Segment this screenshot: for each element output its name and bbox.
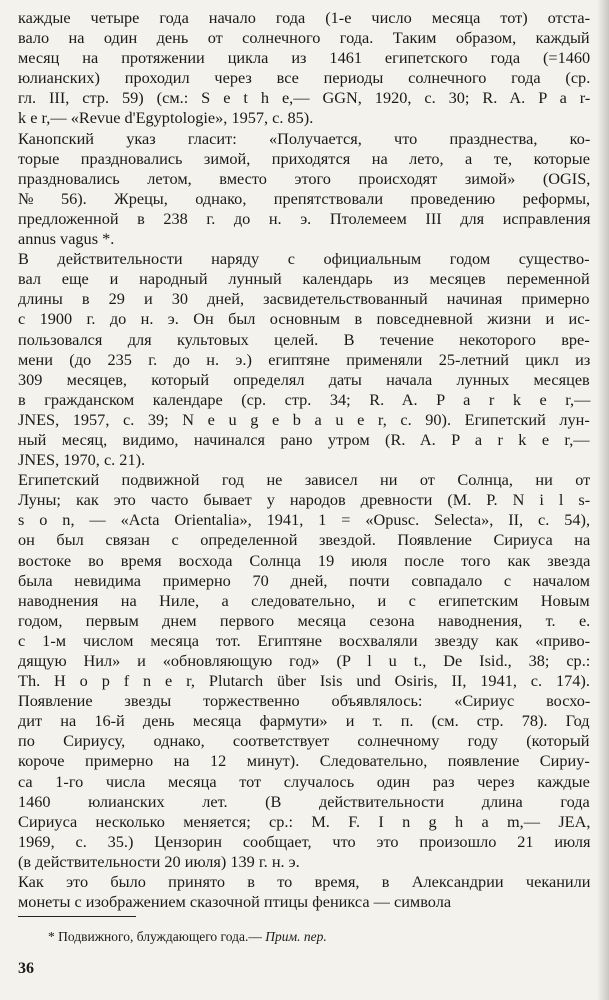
text-line: по Сириусу, однако, соответствует солнечному году (который	[18, 731, 590, 751]
paragraph-lunar-calendar	[18, 249, 590, 470]
text-line: дящую Нил» и «обновляющую год» (P l u t., De Isid., 38; ср.:	[18, 651, 591, 670]
text-line: каждые четыре года начало года (1-е число месяца тот) отста-	[18, 8, 591, 27]
text-line: мени (до 235 г. до н. э.) египтяне применяли 25-летний цикл из	[18, 349, 591, 369]
footnote-rule	[18, 916, 136, 917]
paragraph-sirius	[18, 470, 590, 872]
text-line: в гражданском календаре (ср. стр. 34; R. A. P a r k e r,—	[18, 389, 591, 409]
text-line: s o n, — «Acta Orientalia», 1941, 1 = «Opusc. Selecta», II, с. 54),	[18, 510, 591, 530]
text-line: № 56). Жрецы, однако, препятствовали проведению реформы,	[18, 188, 591, 208]
text-line: предложенной в 238 г. до н. э. Птолемеем III для исправления	[18, 208, 591, 228]
paragraph-cycle	[18, 8, 590, 129]
text-line: Появление звезды торжественно объявлялось: «Сириус восхо-	[18, 691, 591, 711]
text-line: вал еще и народный лунный календарь из месяцев переменной	[18, 269, 590, 289]
text-line: длины в 29 и 30 дней, засвидетельствованный начиная примерно	[18, 289, 590, 309]
text-line: пользовался для культовых целей. В течение некоторого вре-	[18, 329, 590, 349]
page-body	[18, 8, 590, 912]
text-line: юлианских) проходил через все периоды солнечного года (ср.	[18, 68, 591, 88]
text-line: (в действительности 20 июля) 139 г. н. э.	[18, 851, 300, 871]
text-line: Сириуса несколько меняется; ср.: M. F. I n g h a m,— JEA,	[18, 811, 591, 831]
text-line: 309 месяцев, который определял даты начала лунных месяцев	[18, 369, 590, 389]
text-line: Египетский подвижной год не зависел ни от Солнца, ни от	[18, 470, 591, 490]
scan-edge-shadow	[597, 0, 609, 1000]
text-line: 1969, с. 35.) Цензорин сообщает, что это произошло 21 июля	[18, 831, 591, 851]
footnote-text: Подвижного, блуждающего года.—	[58, 929, 262, 944]
text-line: с 1-м числом месяца тот. Египтяне восхваляли звезду как «приво-	[18, 630, 591, 650]
text-line: Канопский указ гласит: «Получается, что празднества, ко-	[18, 128, 591, 148]
text-line: годом, первым днем первого месяца сезона наводнения, т. е.	[18, 610, 591, 630]
text-line: JNES, 1970, с. 21).	[18, 450, 146, 470]
text-line: монеты с изображением сказочной птицы феникса — символа	[18, 892, 452, 912]
text-line: праздновались летом, вместо этого происходят зимой» (OGIS,	[18, 168, 591, 188]
page-number: 36	[18, 960, 34, 977]
footnote	[48, 929, 327, 945]
text-line: вало на один день от солнечного года. Таким образом, каждый	[18, 28, 590, 48]
text-line: 1460 юлианских лет. (В действительности длина года	[18, 791, 590, 811]
text-line: JNES, 1957, с. 39; N e u g e b a u e r, с. 90). Египетский лун-	[18, 409, 590, 429]
footnote-translator-note: Прим. пер.	[265, 929, 327, 944]
text-line: annus vagus *.	[18, 229, 115, 249]
text-line: Как это было принято в то время, в Александрии чеканили	[18, 872, 591, 892]
text-line: са 1-го числа месяца тот случалось один раз через каждые	[18, 771, 590, 791]
text-line: короче примерно на 12 минут). Следовательно, появление Сириу-	[18, 751, 590, 771]
text-line: В действительности наряду с официальным годом существо-	[18, 249, 590, 269]
text-line: гл. III, стр. 59) (см.: S e t h e,— GGN, 1920, с. 30; R. A. P a r-	[18, 88, 591, 108]
text-line: была невидима примерно 70 дней, почти совпадало с началом	[18, 570, 590, 590]
text-line: k e r,— «Revue d'Egyptologie», 1957, с. 85).	[18, 108, 314, 128]
text-line: месяц на протяжении цикла из 1461 египетского года (=1460	[18, 48, 591, 68]
text-line: ный месяц, видимо, начинался рано утром (R. A. P a r k e r,—	[18, 429, 590, 449]
text-line: Th. H o p f n e r, Plutarch über Isis und Osiris, II, 1941, с. 174).	[18, 671, 590, 691]
paragraph-phoenix	[18, 872, 590, 912]
text-line: с 1900 г. до н. э. Он был основным в повседневной жизни и ис-	[18, 309, 590, 329]
text-line: Луны; как это часто бывает у народов древности (M. P. N i l s-	[18, 490, 591, 510]
footnote-marker: *	[48, 929, 55, 944]
paragraph-canopus-decree	[18, 129, 590, 250]
text-line: торые праздновались зимой, приходятся на лето, а те, которые	[18, 148, 590, 168]
text-line: востоке во время восхода Солнца 19 июля после того как звезда	[18, 550, 591, 570]
text-line: наводнения на Ниле, а следовательно, и с египетским Новым	[18, 590, 590, 610]
text-line: дит на 16-й день месяца фармути» и т. п. (см. стр. 78). Год	[18, 711, 590, 731]
text-line: он был связан с определенной звездой. Появление Сириуса на	[18, 530, 591, 550]
